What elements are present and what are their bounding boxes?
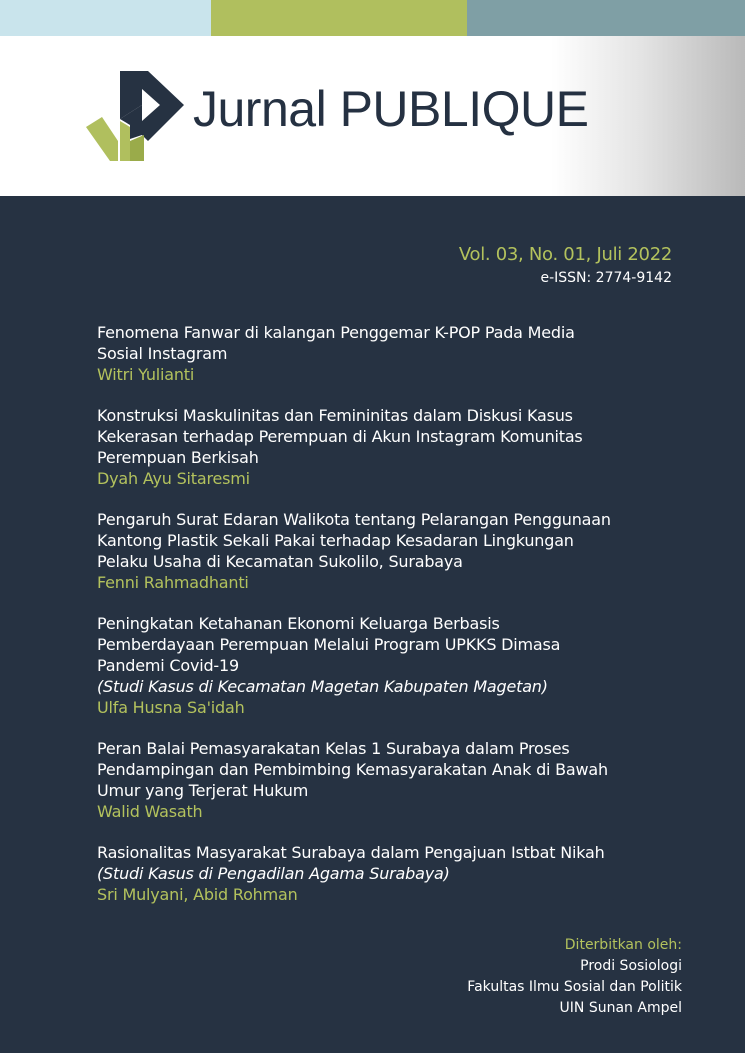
volume-line: Vol. 03, No. 01, Juli 2022 bbox=[458, 244, 672, 265]
top-bar-teal-segment bbox=[467, 0, 745, 36]
article-title-line: Pemberdayaan Perempuan Melalui Program UPKKS Dimasa bbox=[97, 635, 561, 654]
publisher-department: Prodi Sosiologi bbox=[580, 958, 682, 974]
article-title-line: Peran Balai Pemasyarakatan Kelas 1 Surabaya dalam Proses bbox=[97, 739, 570, 758]
article-title-line: Peningkatan Ketahanan Ekonomi Keluarga Berbasis bbox=[97, 614, 500, 633]
issue-info bbox=[459, 244, 672, 288]
article-item bbox=[97, 405, 657, 489]
cover-header bbox=[0, 36, 745, 196]
article-subtitle: (Studi Kasus di Pengadilan Agama Surabaya) bbox=[97, 864, 450, 883]
article-author: Fenni Rahmadhanti bbox=[97, 573, 249, 592]
article-author: Witri Yulianti bbox=[97, 365, 195, 384]
publisher-block bbox=[467, 935, 682, 1019]
publisher-university: UIN Sunan Ampel bbox=[559, 1000, 682, 1016]
top-color-bar bbox=[0, 0, 745, 36]
article-title-line: Kekerasan terhadap Perempuan di Akun Instagram Komunitas bbox=[97, 427, 583, 446]
article-title-line: Umur yang Terjerat Hukum bbox=[97, 781, 309, 800]
top-bar-light-blue-segment bbox=[0, 0, 211, 36]
article-title-line: Pendampingan dan Pembimbing Kemasyarakatan Anak di Bawah bbox=[97, 760, 608, 779]
article-title-line: Perempuan Berkisah bbox=[97, 448, 259, 467]
article-item bbox=[97, 613, 657, 718]
article-item bbox=[97, 842, 657, 905]
publisher-label: Diterbitkan oleh: bbox=[564, 937, 682, 953]
article-item bbox=[97, 509, 657, 593]
article-author: Sri Mulyani, Abid Rohman bbox=[97, 885, 298, 904]
publisher-faculty: Fakultas Ilmu Sosial dan Politik bbox=[467, 979, 682, 995]
article-list bbox=[97, 322, 657, 925]
article-title-line: Sosial Instagram bbox=[97, 344, 228, 363]
top-bar-green-segment bbox=[211, 0, 467, 36]
journal-title: Jurnal PUBLIQUE bbox=[193, 81, 589, 137]
article-title-line: Pengaruh Surat Edaran Walikota tentang Pelarangan Penggunaan bbox=[97, 510, 611, 529]
article-title-line: Pelaku Usaha di Kecamatan Sukolilo, Surabaya bbox=[97, 552, 463, 571]
article-author: Walid Wasath bbox=[97, 802, 203, 821]
article-title-line: Fenomena Fanwar di kalangan Penggemar K-POP Pada Media bbox=[97, 323, 575, 342]
article-title-line: Rasionalitas Masyarakat Surabaya dalam Pengajuan Istbat Nikah bbox=[97, 843, 605, 862]
article-item bbox=[97, 738, 657, 822]
article-author: Dyah Ayu Sitaresmi bbox=[97, 469, 250, 488]
issn-line: e-ISSN: 2774-9142 bbox=[540, 270, 672, 286]
article-title-line: Konstruksi Maskulinitas dan Femininitas dalam Diskusi Kasus bbox=[97, 406, 573, 425]
article-subtitle: (Studi Kasus di Kecamatan Magetan Kabupaten Magetan) bbox=[97, 677, 548, 696]
jp-monogram-logo-icon bbox=[84, 69, 188, 165]
article-title-line: Kantong Plastik Sekali Pakai terhadap Kesadaran Lingkungan bbox=[97, 531, 574, 550]
article-author: Ulfa Husna Sa'idah bbox=[97, 698, 245, 717]
article-item bbox=[97, 322, 657, 385]
article-title-line: Pandemi Covid-19 bbox=[97, 656, 239, 675]
